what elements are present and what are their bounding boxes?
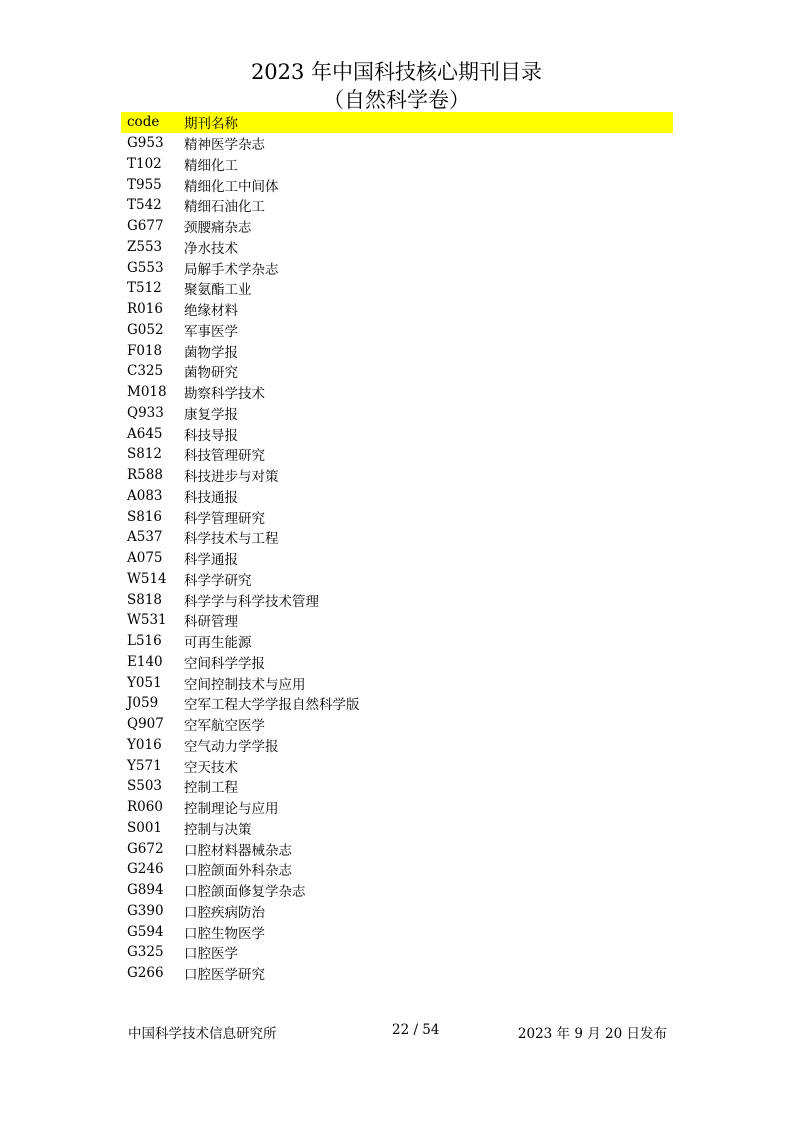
journal-code: R060 [127,799,163,816]
journal-code: W531 [127,612,167,629]
journal-name: 康复学报 [184,406,238,423]
table-row [121,382,673,403]
journal-code: F018 [127,342,163,359]
journal-code: G594 [127,923,164,940]
journal-code: W514 [127,570,167,587]
journal-name: 净水技术 [184,240,238,257]
journal-code: T542 [127,197,162,214]
journal-code: A083 [127,487,163,504]
table-row [121,859,673,880]
table-header-row [121,112,673,133]
journal-name: 精细化工中间体 [184,178,279,195]
journal-name: 控制理论与应用 [184,801,279,818]
journal-code: Y051 [127,674,162,691]
journal-code: Z553 [127,238,163,255]
table-row [121,693,673,714]
table-row [121,838,673,859]
journal-name: 科学技术与工程 [184,531,279,548]
table-row [121,133,673,154]
journal-code: G052 [127,321,164,338]
page-title: 2023 年中国科技核心期刊目录 [250,60,543,84]
journal-code: G246 [127,861,164,878]
journal-code: C325 [127,363,164,380]
journal-code: T955 [127,176,162,193]
table-row [121,154,673,175]
table-row [121,174,673,195]
journal-name: 科学学与科学技术管理 [184,593,319,610]
table-row [121,755,673,776]
journal-code: S001 [127,819,163,836]
table-row [121,195,673,216]
journal-name: 控制与决策 [184,821,252,838]
journal-code: J059 [127,695,159,712]
table-row [121,589,673,610]
table-row [121,548,673,569]
journal-name: 局解手术学杂志 [184,261,279,278]
journal-name: 口腔疾病防治 [184,904,265,921]
journal-code: T102 [127,155,162,172]
journal-code: R016 [127,301,163,318]
journal-name: 科技导报 [184,427,238,444]
journal-code: G672 [127,840,164,857]
journal-code: G553 [127,259,164,276]
journal-name: 聚氨酯工业 [184,282,252,299]
table-row [121,652,673,673]
journal-name: 空间控制技术与应用 [184,676,306,693]
journal-name: 精神医学杂志 [184,137,265,154]
journal-code: S818 [127,591,163,608]
journal-code: Q933 [127,404,164,421]
journal-code: A537 [127,529,163,546]
journal-code: G677 [127,218,164,235]
journal-name: 军事医学 [184,323,238,340]
journal-code: G953 [127,135,164,152]
header-code: code [127,114,160,131]
journal-code: T512 [127,280,162,297]
table-row [121,714,673,735]
page-subtitle: （自然科学卷） [323,88,470,112]
journal-name: 科技管理研究 [184,448,265,465]
table-row [121,921,673,942]
table-row [121,423,673,444]
table-row [121,506,673,527]
table-row [121,278,673,299]
page-footer [0,1022,793,1042]
footer-page-number: 22 / 54 [392,1022,440,1038]
table-row [121,880,673,901]
journal-name: 颈腰痛杂志 [184,220,252,237]
journal-code: L516 [127,633,162,650]
journal-name: 科技进步与对策 [184,469,279,486]
table-row [121,569,673,590]
table-row [121,942,673,963]
table-row [121,403,673,424]
journal-name: 空间科学学报 [184,655,265,672]
journal-name: 可再生能源 [184,635,252,652]
table-row [121,486,673,507]
journal-name: 口腔医学 [184,946,238,963]
journal-name: 科学通报 [184,552,238,569]
table-body [121,133,673,984]
table-row [121,610,673,631]
journal-code: S812 [127,446,163,463]
journal-code: G325 [127,944,164,961]
journal-code: A645 [127,425,163,442]
table-row [121,320,673,341]
journal-name: 口腔颌面外科杂志 [184,863,292,880]
table-row [121,340,673,361]
journal-name: 科学学研究 [184,572,252,589]
journal-name: 口腔医学研究 [184,967,265,984]
table-row [121,299,673,320]
table-row [121,237,673,258]
table-row [121,465,673,486]
journal-name: 空军工程大学学报自然科学版 [184,697,360,714]
journal-name: 科学管理研究 [184,510,265,527]
table-row [121,818,673,839]
journal-name: 菌物学报 [184,344,238,361]
table-row [121,735,673,756]
footer-publisher: 中国科学技术信息研究所 [128,1026,277,1042]
table-row [121,963,673,984]
journal-code: Y016 [127,736,162,753]
journal-table [121,112,673,984]
journal-name: 口腔颌面修复学杂志 [184,884,306,901]
journal-code: G390 [127,902,164,919]
journal-name: 空天技术 [184,759,238,776]
table-row [121,257,673,278]
journal-code: S503 [127,778,163,795]
table-row [121,216,673,237]
journal-name: 精细化工 [184,157,238,174]
journal-name: 勘察科学技术 [184,386,265,403]
table-row [121,631,673,652]
journal-name: 绝缘材料 [184,303,238,320]
journal-name: 精细石油化工 [184,199,265,216]
journal-code: Q907 [127,716,164,733]
journal-code: A075 [127,550,163,567]
journal-code: G894 [127,882,164,899]
journal-name: 口腔生物医学 [184,925,265,942]
journal-name: 口腔材料器械杂志 [184,842,292,859]
journal-code: E140 [127,653,163,670]
header-name: 期刊名称 [184,116,238,133]
journal-name: 控制工程 [184,780,238,797]
journal-name: 菌物研究 [184,365,238,382]
table-row [121,672,673,693]
journal-code: G266 [127,965,164,982]
table-row [121,444,673,465]
table-row [121,776,673,797]
table-row [121,797,673,818]
journal-code: M018 [127,384,167,401]
table-row [121,901,673,922]
table-row [121,527,673,548]
footer-date: 2023 年 9 月 20 日发布 [517,1026,667,1042]
journal-code: R588 [127,467,163,484]
table-row [121,361,673,382]
journal-name: 科技通报 [184,489,238,506]
journal-name: 科研管理 [184,614,238,631]
journal-code: Y571 [127,757,162,774]
journal-name: 空军航空医学 [184,718,265,735]
journal-code: S816 [127,508,163,525]
journal-name: 空气动力学学报 [184,738,279,755]
